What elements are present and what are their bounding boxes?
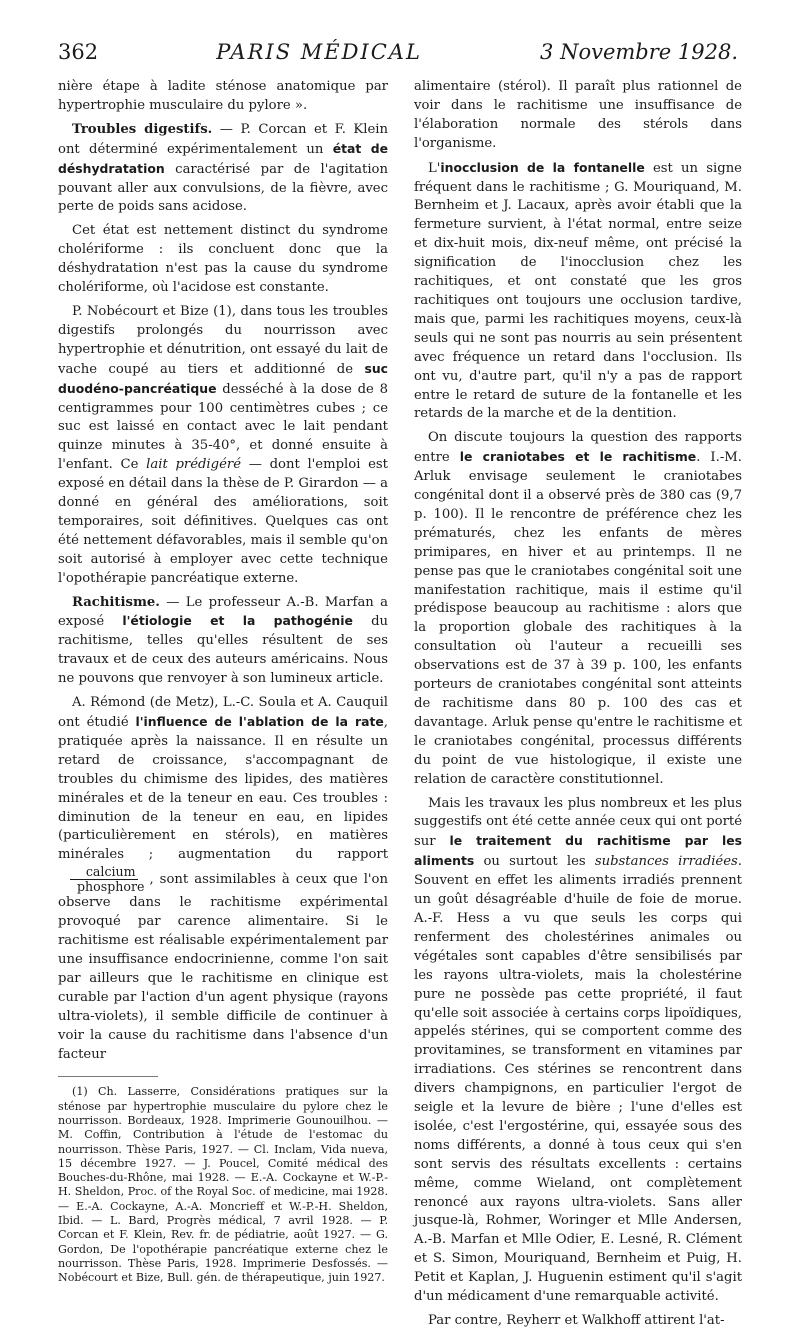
page-header (58, 40, 738, 72)
text: nière étape à ladite sténose anatomique par hypertrophie musculaire du pylore ». (58, 79, 388, 113)
text: — Le professeur A.-B. Marfan a exposé (58, 594, 388, 630)
paragraph (414, 78, 742, 154)
fraction-denominator: phosphore (77, 879, 145, 895)
text: Par contre, Reyherr et Walkhoff attirent l'at- (428, 1313, 725, 1328)
text: On discute toujours la question des rapports entre (414, 430, 742, 466)
text: desséché à la dose de 8 centigrammes pour 100 centimètres cubes ; ce suc est laissé en contact avec le lait pendant quinze minutes à 35-40°, et donné ensuite à l'enfant. Ce (58, 381, 388, 473)
emphasis-text: suc duodéno-pancréatique (58, 360, 388, 396)
emphasis-text: le craniotabes et le rachitisme (459, 449, 697, 465)
emphasis-text: inocclusion de la fontanelle (440, 159, 645, 175)
text: est un signe fréquent dans le rachitisme ; G. Mouriquand, M. Bernheim et J. Lacaux, après avoir établi que la fermeture survient, à l'état normal, entre seize et dix-huit mois, dix-neuf même, ont précisé la signification de l'inocclusion chez les rachitiques, et ont constaté que les gros rachitiques ont toujours une occlusion tardive, mais que, parmi les rachitiques moyens, ceux-là seuls qui ne sont pas nourris au sein présentent avec fréquence un retard dans l'occlusion. Ils ont vu, d'autre part, qu'il n'y a pas de rapport entre le retard de suture de la fontanelle et les retards de la marche et de la dentition. (414, 160, 742, 422)
section-heading: Troubles digestifs. (72, 121, 213, 137)
text: caractérisé par de l'agitation pouvant aller aux convulsions, de la fièvre, avec perte de poids sans acidose. (58, 161, 388, 215)
journal-title: PARIS MÉDICAL (216, 40, 422, 64)
text: — dont l'emploi est exposé en détail dans la thèse de P. Girardon — a donné en général des améliorations, soit temporaires, soit définitives. Quelques cas ont été nettement défavorables, mais il semble qu'on soit autorisé à employer avec cette technique l'opothérapie pancréatique externe. (58, 457, 388, 586)
text: alimentaire (stérol). Il paraît plus rationnel de voir dans le rachitisme une insuffisance de l'élaboration normale des stérols dans l'organisme. (414, 79, 742, 151)
footnote-divider (58, 1076, 158, 1077)
emphasis-text: le traitement du rachitisme par les aliments (414, 833, 742, 869)
text: — P. Corcan et F. Klein ont déterminé expérimentalement un (58, 121, 388, 157)
text: Mais les travaux les plus nombreux et les plus suggestifs ont été cette année ceux qui ont porté sur (414, 795, 742, 850)
text: A. Rémond (de Metz), L.-C. Soula et A. Cauquil ont étudié (58, 695, 388, 730)
italic-text: lait prédigéré (146, 457, 242, 473)
ratio-fraction (61, 865, 146, 894)
page-number: 362 (58, 40, 99, 64)
footnote: (1) Ch. Lasserre, Considérations pratiques sur la sténose par hypertrophie musculaire du pylore chez le nourrisson. Bordeaux, 1928. Imprimerie Gounouilhou. — M. Coffin, Contribution à l'étude de l'estomac du nourrisson. Thèse Paris, 1927. — Cl. Inclam, Vida nueva, 15 décembre 1927. — J. Poucel, Comité médical des Bouches-du-Rhône, mai 1928. — E.-A. Cockayne et W.-P.-H. Sheldon, Proc. of the Royal Soc. of medicine, mai 1928. — E.-A. Cockayne, A.-A. Moncrieff et W.-P.-H. Sheldon, Ibid. — L. Bard, Progrès médical, 7 avril 1928. — P. Corcan et F. Klein, Rev. fr. de pédiatrie, août 1927. — G. Gordon, De l'opothérapie pancréatique externe chez le nourrisson. Thèse Paris, 1928. Imprimerie Desfossés. — Nobécourt et Bize, Bull. gén. de thérapeutique, juin 1927. (58, 1085, 388, 1285)
emphasis-text: état de déshydratation (58, 140, 388, 176)
paragraph (414, 1312, 742, 1331)
text: Cet état est nettement distinct du syndrome cholériforme : ils concluent donc que la déshydratation n'est pas la cause du syndrome cholériforme, où l'acidose est constante. (58, 223, 388, 296)
emphasis-text: l'influence de l'ablation de la rate (135, 714, 384, 729)
paragraph-troubles-digestifs (58, 121, 388, 218)
text: P. Nobécourt et Bize (1), dans tous les troubles digestifs prolongés du nourrisson avec hypertrophie et dénutrition, ont essayé du lait de vache coupé au tiers et additionné de (58, 303, 388, 377)
paragraph (58, 78, 388, 116)
text: du rachitisme, telles qu'elles résultent de ses travaux et de ceux des auteurs américains. Nous ne pouvons que renvoyer à son lumineux article. (58, 614, 389, 687)
text: ou surtout les (474, 854, 595, 870)
section-heading: Rachitisme. (72, 594, 160, 610)
paragraph (58, 303, 388, 589)
italic-text: substances irradiées (594, 854, 738, 870)
paragraph (58, 694, 388, 1064)
text: . I.-M. Arluk envisage seulement le craniotabes congénital dont il a observé près de 380 cas (9,7 p. 100). Il le rencontre de préférence chez les prématurés, chez les enfants de mères primipares, en hiver et au printemps. Il ne pense pas que le craniotabes congénital soit une manifestation rachitique, mais il estime qu'il prédispose beaucoup au rachitisme : alors que la proportion globale des rachitiques à la consultation où l'auteur a recueilli ses observations est de 37 à 39 p. 100, les enfants porteurs de craniotabes congénital sont atteints de rachitisme dans 80 p. 100 des cas et davantage. Arluk pense qu'entre le rachitisme et le craniotabes congénital, processus différents du point de vue histologique, il existe une relation de caractère constitutionnel. (414, 450, 742, 787)
issue-date: 3 Novembre 1928. (540, 40, 738, 64)
paragraph-traitement (414, 795, 742, 1307)
paragraph-fontanelle (414, 159, 742, 425)
text: , pratiquée après la naissance. Il en résulte un retard de croissance, s'accompagnant de troubles du chimisme des lipides, des matières minérales et de la teneur en eau. Ces troubles : diminution de la teneur en eau, en lipides (particulièrement en stérols), en matières minérales ; augmentation du rapport (58, 715, 388, 863)
left-column (58, 78, 388, 1291)
emphasis-text: l'étiologie et la pathogénie (122, 613, 353, 629)
text: . Souvent en effet les aliments irradiés prennent un goût désagréable d'huile de foie de morue. A.-F. Hess a vu que seuls les corps qui renferment des cholestérines animales ou végétales sont capables d'être sensibilisés par les rayons ultra-violets, mais la cholestérine pure ne possède pas cette propriété, il faut qu'elle soit associée à certains corps lipoïdiques, appelés stérines, qui se comportent comme des provitamines, se transforment en vitamines par irradiations. Ces stérines se rencontrent dans divers champignons, en particulier l'ergot de seigle et la levure de bière ; l'une d'elles est isolée, c'est l'ergostérine, qui, essayée sous des noms différents, a donné à tous ceux qui s'en sont servis des résultats excellents : certains même, comme Wieland, ont complètement renoncé aux rayons ultra-violets. Sans aller jusque-là, Rohmer, Woringer et Mlle Andersen, A.-B. Marfan et Mlle Odier, E. Lesné, R. Clément et S. Simon, Mouriquand, Bernheim et Puig, H. Petit et Kaplan, J. Huguenin estiment qu'il s'agit d'un médicament d'une remarquable activité. (414, 854, 742, 1305)
right-column (414, 78, 742, 1336)
text: L' (428, 160, 441, 176)
paragraph (58, 222, 388, 298)
paragraph-rachitisme (58, 594, 388, 690)
fraction-numerator: calcium (70, 865, 138, 880)
text: , sont assimilables à ceux que l'on observe dans le rachitisme expérimental provoqué par carence alimentaire. Si le rachitisme est réalisable expérimentalement par une insuffisance endocrinienne, comme l'on sait par ailleurs que le rachitisme en clinique est curable par l'action d'un agent physique (rayons ultra-violets), il semble difficile de continuer à voir la cause du rachitisme dans l'absence d'un facteur (58, 872, 388, 1062)
paragraph-craniotabes (414, 429, 742, 789)
